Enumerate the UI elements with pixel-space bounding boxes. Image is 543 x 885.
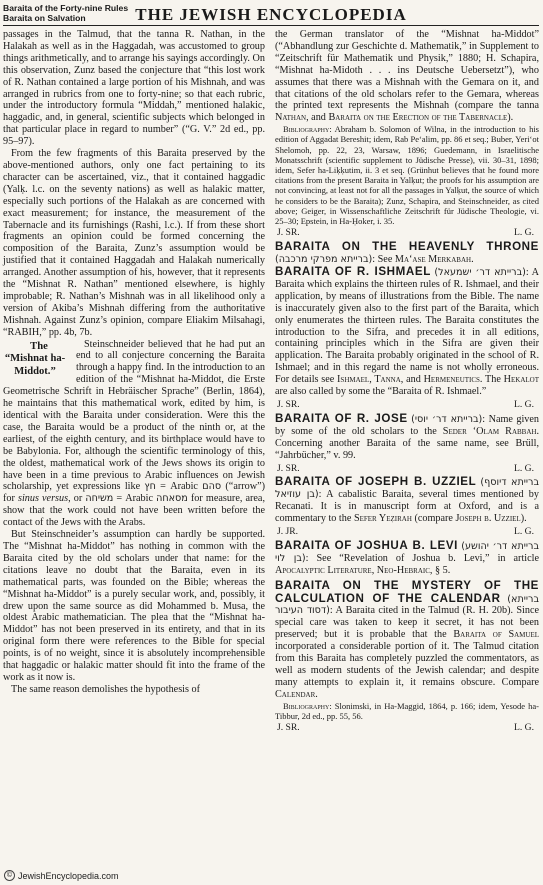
hebrew-title: (ברייתא דר׳ יוסי) (411, 413, 483, 425)
hebrew-title: (ברייתא מפרקי מרכבה) (275, 254, 373, 266)
cross-reference-link[interactable]: Joseph b. Uzziel (455, 513, 521, 525)
entry-joseph-b-uzziel (275, 476, 539, 525)
signature-left: J. SR. (277, 462, 300, 474)
bibliography (275, 124, 539, 226)
paragraph: From the few fragments of this Baraita preserved by the above-mentioned authors, only one fact pertaining to its character can be ascertained, viz., that it contained haggadic (Yalḳ. l.c. on the seventy nations) as well as halakic matter, especially such portions of the Halakah as are concerned with exact measurement; for instance, the measurement of the Tabernacle and its furnishings (Rashi, l.c.). If from these short fragments an opinion could be formed concerning the composition of the Baraita, Zunz’s assumption would be justified that it contained Haggadah and Halakah numerically arranged. Another assumption of his, however, that it represents the “Mishnat R. Nathan” mentioned elsewhere, is highly improbable; R. Nathan’s Mishnah was in all likelihood only a version of Akiba’s Mishnah differing from the authoritative Mishnah. Against Zunz’s opinion, compare Eliakim Milsahagi, “RABIH,” pp. 4b, 7b. (3, 148, 265, 338)
cross-reference-link[interactable]: Hermeneutics (423, 374, 480, 386)
paragraph (275, 29, 539, 124)
cross-reference-link[interactable]: Sefer Yeẓirah (353, 513, 412, 525)
bibliography-text: : Slonimski, in Ha-Maggid, 1864, p. 166; idem, Yesode ha-Tibbur, 2d ed., pp. 55, 56. (275, 700, 539, 721)
signature-right: L. G. (514, 722, 534, 734)
entry-heading: BARAITA ON THE HEAVENLY THRONE (275, 240, 539, 254)
signature-left: J. JR. (277, 526, 299, 538)
author-signature (275, 399, 539, 411)
cross-reference-link[interactable]: Ishmael, Tanna (337, 374, 401, 386)
text-run: : A Baraita which explains the thirteen rules of R. Ishmael, and their application, by means of illustrations from the Bible. The name is inaccurately given also to the first part of the Baraita, which only enumerates the thirteen rules. The Baraita constitutes the introduction to the Sifra, and precedes it in all editions, containing principles which in the Sifra are given their application. The Baraita probably originated in the school of R. Ishmael; and in this regard the name is not wholly erroneous. For details see (275, 267, 540, 386)
entry-r-ishmael (275, 266, 539, 398)
text-run: are also called by some the “Baraita of R. Ishmael.” (275, 386, 487, 398)
text-run: Steinschneider believed that he had put an end to all conjecture concerning the Baraita through a happy find. In the introduction to an edition of the “Mishnat ha-Middot, die Erste Geometrische Schrift in Hebräischer Sprache” (Berlin, 1864), he maintains that this mathematical work, edited by him, is identical with the Baraita under consideration. Were this the case, the Baraita would be a product of the ninth or, at the earliest, of the eighth century, and its birthplace would have to be Babylonia. For, although the scientific terminology of this, the oldest, mathematical work of the Jews shows its origin to have been in a time previous to Arabic influences on Jewish scholarship, yet expressions like (3, 338, 265, 493)
cross-reference-link[interactable]: Nathan (275, 112, 307, 124)
hebrew-title: (ברייתא דר׳ ישמעאל) (434, 267, 526, 278)
encyclopedia-title: THE JEWISH ENCYCLOPEDIA (135, 5, 407, 24)
text-run: . (471, 254, 474, 266)
hebrew-title: (ברייתא דסוד העיבור) (275, 593, 540, 617)
italic-term: sinus versus (17, 493, 69, 505)
text-run: ). (507, 112, 514, 124)
hebrew-term: מסאחה (156, 493, 188, 505)
text-run: ). (520, 513, 527, 525)
entry-heading: BARAITA OF R. ISHMAEL (275, 265, 431, 278)
running-head-bottom: Baraita on Salvation (3, 13, 86, 23)
cross-reference-link[interactable]: Seder ‘Olam Rabbah (442, 425, 537, 437)
cross-reference-link[interactable]: Baraita of Samuel (453, 629, 539, 641)
text-run: . Concerning another Baraita of the same name, see Brüll, “Jahrbücher,” v. 99. (275, 425, 539, 461)
signature-right: L. G. (514, 526, 534, 538)
text-run: (compare (411, 513, 456, 525)
author-signature (275, 526, 539, 538)
entry-heading: BARAITA OF R. JOSE (275, 411, 408, 425)
bibliography-label: Bibliography (283, 124, 330, 135)
text-run: , or (68, 493, 86, 505)
cross-reference-link[interactable]: Baraita on the Erection of the Tabernacle (328, 112, 508, 124)
entry-heading: BARAITA OF JOSEPH B. UZZIEL (275, 475, 477, 489)
hebrew-term: סהם (202, 481, 222, 493)
hebrew-title: (ברייתא דר׳ יהושע בן לוי) (275, 540, 540, 564)
entry-joshua-b-levi (275, 540, 539, 577)
author-signature (275, 463, 539, 475)
hebrew-title: (ברייתא דיוסף בן עוזיאל) (275, 477, 539, 501)
header-rule (3, 25, 539, 26)
text-run: incorporated a considerable portion of it. The Talmud citation from this Baraita has completely puzzled the commentators, as well as modern students of the Jewish calendar; and despite many attempts to explain it, it remains obscure. Compare (275, 641, 539, 688)
text-run: = Arabic (155, 481, 203, 493)
copyright-icon: © (4, 870, 15, 881)
text-run: . The (479, 374, 504, 386)
hebrew-term: משיחה (85, 493, 114, 505)
text-run: : A Baraita cited in the Talmud (R. H. 20b). Since special care was taken to keep it secret, it has not been preserved; but it is probable that the (275, 605, 539, 641)
author-signature (275, 722, 539, 734)
cross-reference-link[interactable]: Hekalot (503, 374, 539, 386)
signature-right: L. G. (514, 398, 534, 410)
bibliography-text: : Abraham b. Solomon of Wilna, in the introduction to his edition of Aggadat Bereshit; idem, Rab Pe‘alim, pp. 86 et seq.; Buber, Yeri‘ot Shelomoh, pp. 22, 23, Warsaw, 1896; Guedemann, in Israelitische Monatsschrift (scientific supplement to Jüdische Presse), vii. 30–31, 1898; idem, Sefer ha-Liḳḳutim, ii. 3 et seq. (Grünhut believes that he found more citations from the present Baraita in Yalḳut; the proofs for his assumption are not convincing, at least not for all the passages in Yalḳut, the source of which he considers to be the Baraita); Zunz, Schapira, and Steinschneider, as cited above; Geiger, in Wissenschaftliche Zeitschrift für Jüdische Theologie, vi. 25–30; Epstein, in Ha-Ḥoker, i. 35. (275, 124, 539, 227)
marginal-heading: The “Mishnat ha-Middot.” (4, 340, 66, 377)
bibliography (275, 701, 539, 721)
paragraph: The same reason demolishes the hypothesis of (11, 683, 200, 695)
paragraph: But Steinschneider’s assumption can hardly be supported. The “Mishnat ha-Middot” has nothing in common with the Baraita cited by the old scholars under that name: for the citations leave no doubt that the Baraita, even in its mathematical parts, was founded on the Bible; whereas the “Mishnat ha-Middot” is a purely secular work, and, possibly, it drew upon the same source as did Mohammed b. Musa, the oldest Arabic mathematician. The plea that the “Mishnat ha-Middot” has not been preserved in its entirety, and that in its original form there were references to the Bible for special points, is of no weight, since it is absolutely incomprehensible that haggadic or halakic matter should fit into the frame of the work as it now is. (3, 529, 265, 683)
text-run: , and (306, 112, 329, 124)
bibliography-label: Bibliography (283, 700, 330, 711)
page-header (3, 2, 539, 26)
text-run: the German translator of the “Mishnat ha-Middot” (“Abhandlung zur Geschichte d. Mathematik,” in Supplement to “Zeitschrift für Mathematik und Physik,” 1880; H. Schapira, “Mishnat ha-Midoth . . . ins Deutsche Uebersetzt”), who assumes that there was a Mishnah with the Gemara on it, and that citations of the old scholars refer to the Gemara, whereas the printed text represents the Mishnah (compare the tanna (275, 29, 539, 112)
text-run: : Name given by some of the old scholars to the (275, 413, 539, 437)
text-run: = Arabic (113, 493, 157, 505)
text-run: : See (372, 254, 395, 266)
signature-left: J. SR. (277, 722, 300, 734)
signature-right: L. G. (514, 227, 534, 239)
paragraph: passages in the Talmud, that the tanna R. Nathan, in the Halakah as well as in the Haggadah, was accustomed to group things arithmetically, and to arrange his sayings accordingly. On this observation, Zunz based the conjecture that “this lost work of R. Nathan contained a large portion of his Mishnah, and was arranged in rubrics from one to forty-nine; so that each rubric, under the introductory formula “Middah,” mentioned halakic, haggadic, and, in general, scientific subjects which belonged in that particular place in regard to number” (“G. V.” 2d ed., pp. 95–97). (3, 29, 265, 148)
hebrew-term: חץ (144, 481, 156, 493)
text-run: , and (400, 374, 424, 386)
text-run: for measure, area, show that the work could not have been written before the contact of the Jews with the Arabs. (3, 493, 265, 529)
entry-heavenly-throne (275, 241, 539, 266)
site-footer (4, 870, 119, 881)
text-run: : See “Revelation of Joshua b. Levi,” in article (305, 552, 539, 564)
site-link[interactable]: JewishEncyclopedia.com (18, 870, 119, 881)
text-run: . (315, 688, 318, 700)
entry-heading: BARAITA OF JOSHUA B. LEVI (275, 538, 458, 552)
right-column (275, 29, 539, 736)
cross-reference-link[interactable]: Apocalyptic Literature, Neo-Hebraic (275, 564, 430, 576)
signature-right: L. G. (514, 462, 534, 474)
cross-reference-link[interactable]: Ma‘ase Merkabah (394, 254, 472, 266)
paragraph (3, 339, 265, 530)
signature-left: J. SR. (277, 227, 300, 239)
left-column (3, 29, 265, 696)
entry-heading: BARAITA ON THE MYSTERY OF THE CALCULATION OF THE CALENDAR (275, 578, 539, 605)
text-run: (“arrow”) for (3, 481, 265, 505)
author-signature (275, 227, 539, 239)
text-run: : A cabalistic Baraita, several times mentioned by Recanati. It is in manuscript form at Oxford, and is a commentary to the (275, 489, 539, 525)
signature-left: J. SR. (277, 398, 300, 410)
text-run: , § 5. (429, 564, 451, 576)
running-head-top: Baraita of the Forty-nine Rules (3, 3, 129, 13)
cross-reference-link[interactable]: Calendar (275, 688, 316, 700)
entry-calendar-mystery (275, 580, 539, 701)
entry-r-jose (275, 413, 539, 462)
